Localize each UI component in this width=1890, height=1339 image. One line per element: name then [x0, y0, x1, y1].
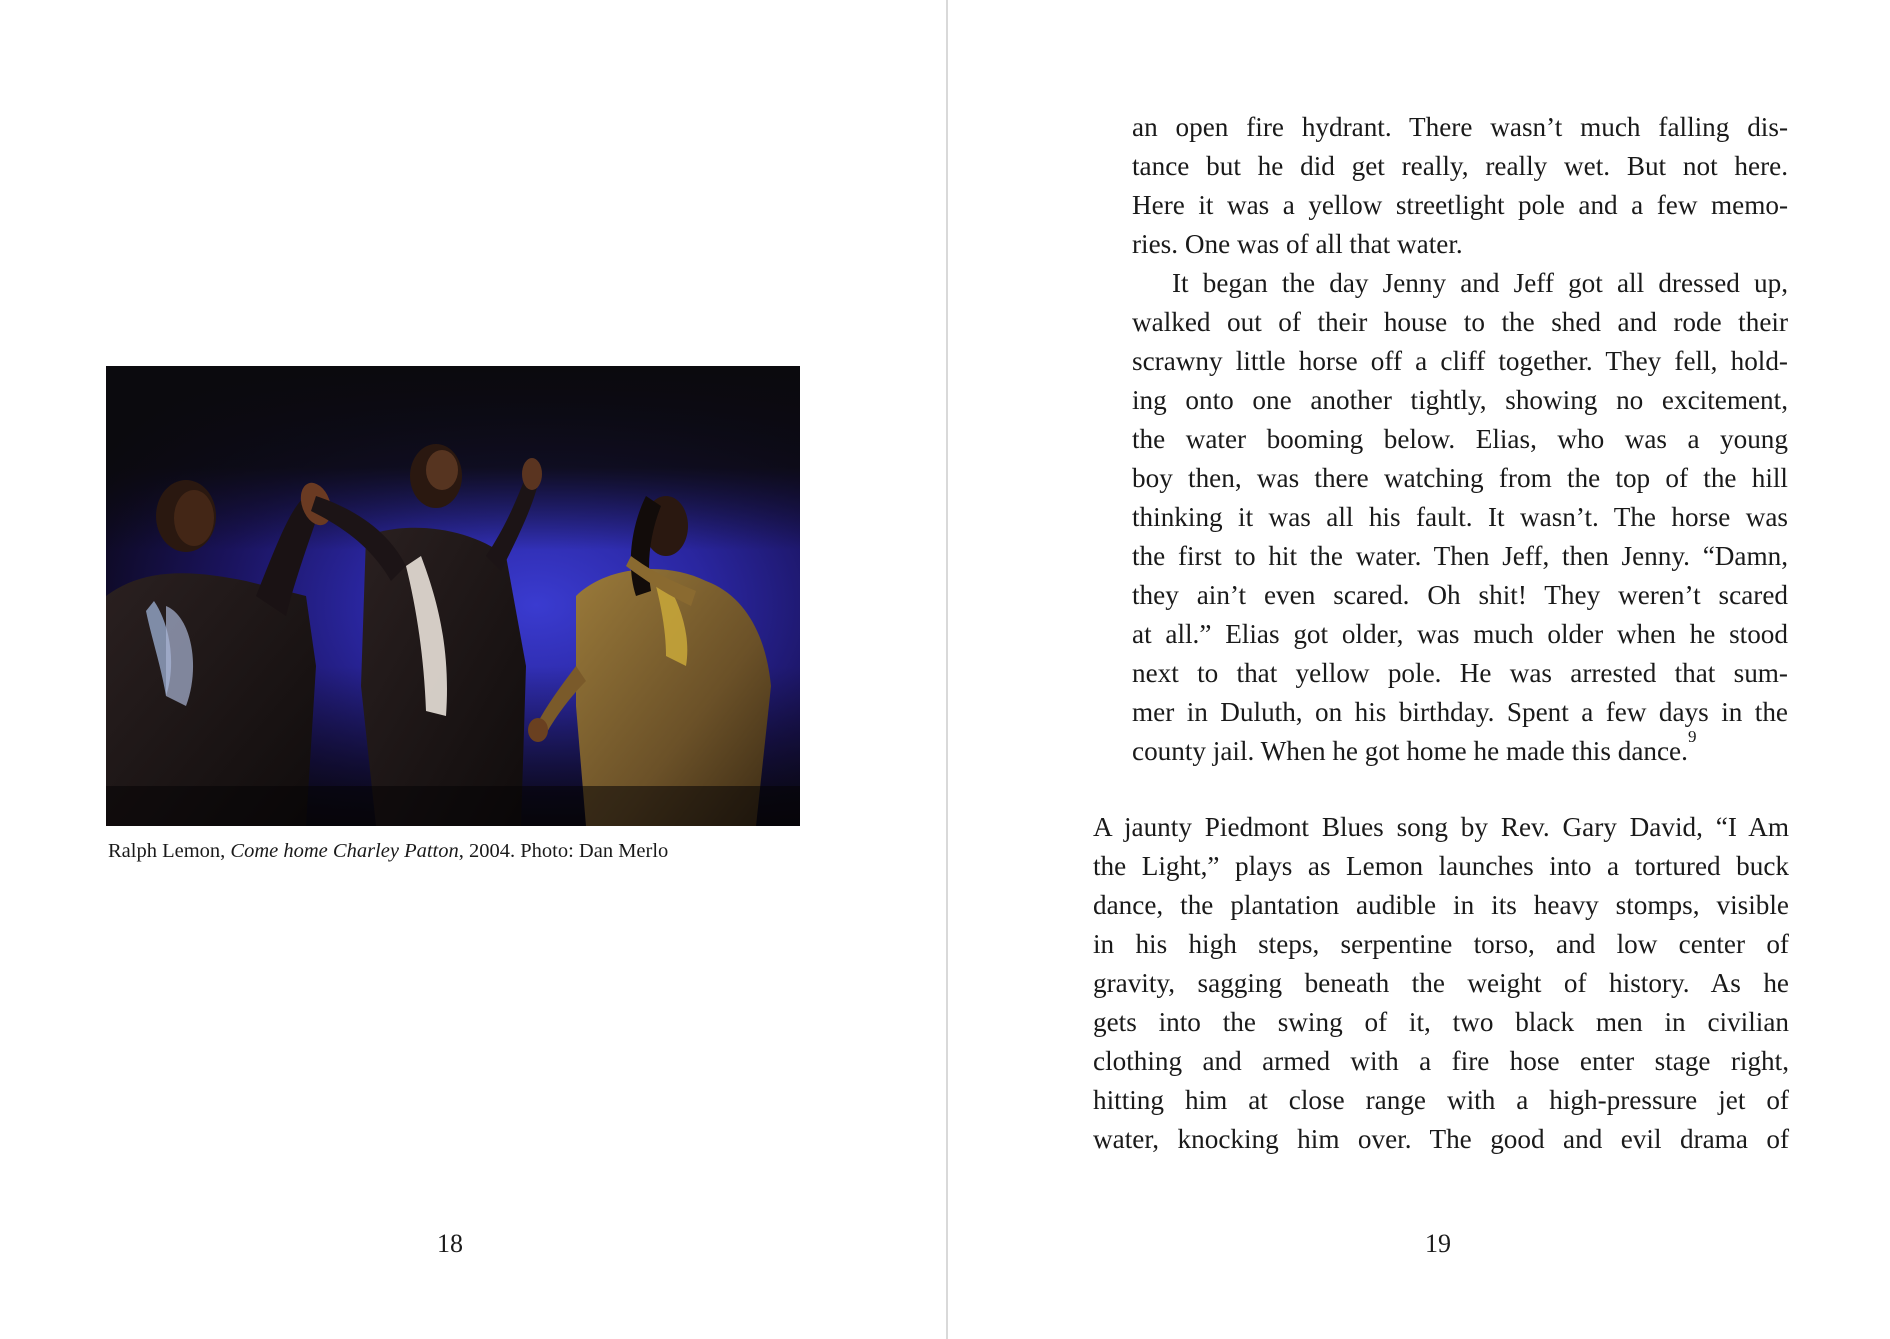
text-line: in his high steps, serpentine torso, and low center of: [1093, 929, 1789, 959]
text-line: an open fire hydrant. There wasn’t much falling dis-: [1132, 112, 1788, 142]
text-line: at all.” Elias got older, was much older when he stood: [1132, 619, 1788, 649]
footnote-reference[interactable]: 9: [1687, 727, 1697, 746]
text-line: water, knocking him over. The good and evil drama of: [1093, 1124, 1789, 1154]
caption-artist: Ralph Lemon,: [108, 840, 231, 862]
performance-photo: [106, 366, 800, 826]
text-line: dance, the plantation audible in its heavy stomps, visible: [1093, 890, 1789, 920]
text-line: the water booming below. Elias, who was a young: [1132, 424, 1788, 454]
text-line: ing onto one another tightly, showing no excitement,: [1132, 385, 1788, 415]
text-line: Here it was a yellow streetlight pole and a few memo-: [1132, 190, 1788, 220]
text-line: they ain’t even scared. Oh shit! They weren’t scared: [1132, 580, 1788, 610]
text-line: mer in Duluth, on his birthday. Spent a few days in the: [1132, 697, 1788, 727]
text-line: hitting him at close range with a high-pressure jet of: [1093, 1085, 1789, 1115]
page-number-right: 19: [1425, 1229, 1451, 1258]
caption-work-title: Come home Charley Patton: [230, 840, 459, 862]
text-line: thinking it was all his fault. It wasn’t. The horse was: [1132, 502, 1788, 532]
text-line: gets into the swing of it, two black men in civilian: [1093, 1007, 1789, 1037]
photo-caption: [108, 838, 868, 864]
text-line: It began the day Jenny and Jeff got all dressed up,: [1172, 268, 1788, 298]
body-paragraph: [1093, 808, 1789, 1159]
text-line: next to that yellow pole. He was arrested that sum-: [1132, 658, 1788, 688]
text-line: boy then, was there watching from the top of the hill: [1132, 463, 1788, 493]
text-line: scrawny little horse off a cliff together. They fell, hold-: [1132, 346, 1788, 376]
text-line: tance but he did get really, really wet. But not here.: [1132, 151, 1788, 181]
text-line-content: county jail. When he got home he made this dance.: [1132, 736, 1688, 766]
text-line: walked out of their house to the shed and rode their: [1132, 307, 1788, 337]
caption-credit: , 2004. Photo: Dan Merlo: [458, 840, 669, 862]
text-line: ries. One was of all that water.: [1132, 229, 1463, 259]
indented-extract: [1132, 108, 1788, 771]
text-line: the first to hit the water. Then Jeff, then Jenny. “Damn,: [1132, 541, 1788, 571]
page-number-left: 18: [437, 1229, 463, 1258]
text-line: gravity, sagging beneath the weight of history. As he: [1093, 968, 1789, 998]
text-line: clothing and armed with a fire hose enter stage right,: [1093, 1046, 1789, 1076]
text-line: A jaunty Piedmont Blues song by Rev. Gary David, “I Am: [1093, 812, 1789, 842]
text-line: the Light,” plays as Lemon launches into a tortured buck: [1093, 851, 1789, 881]
text-line-final: [1132, 727, 1788, 771]
